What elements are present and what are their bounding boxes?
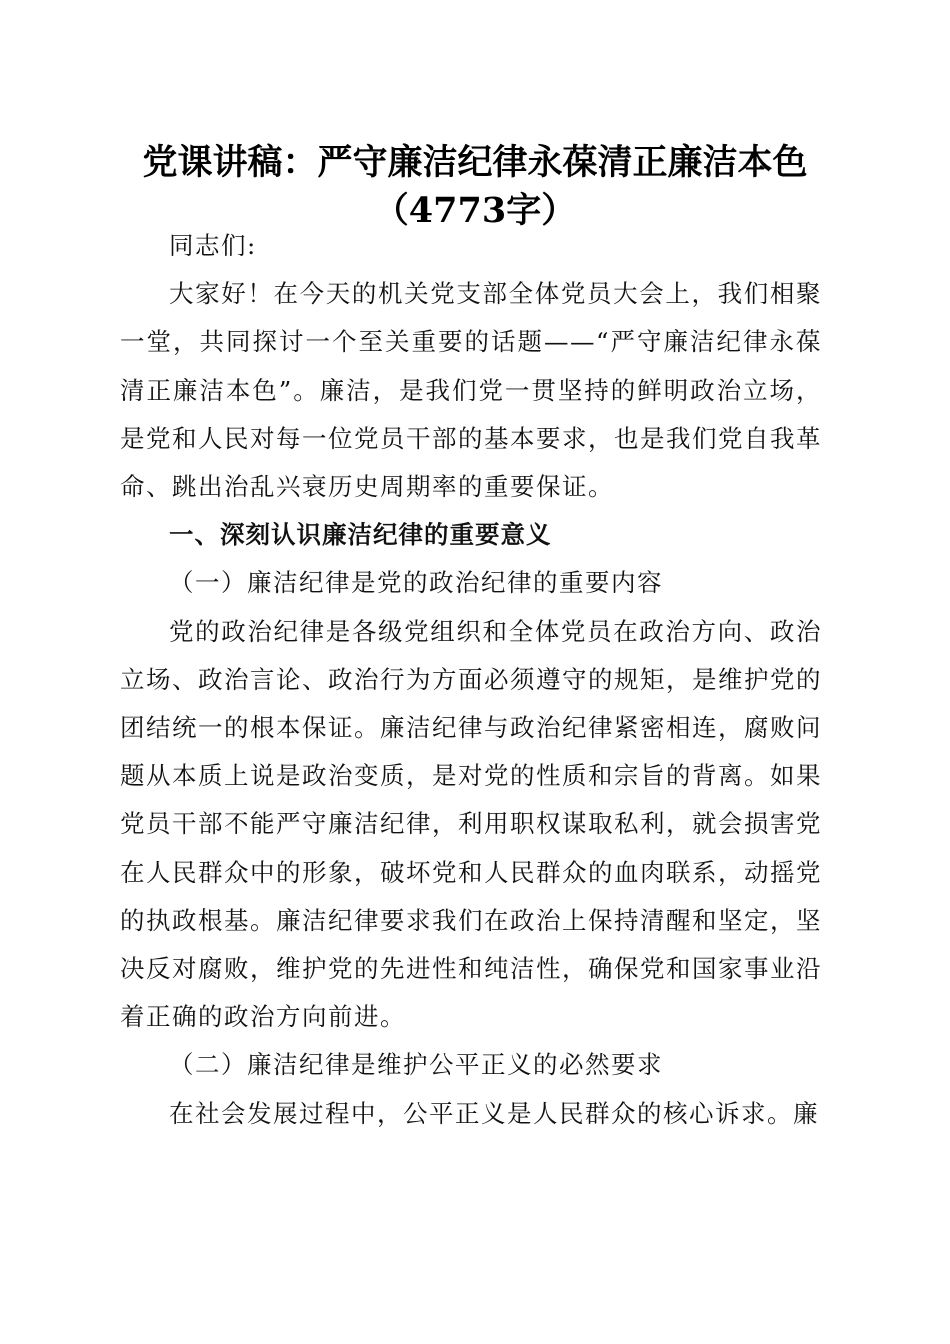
subsection-heading-1: （一）廉洁纪律是党的政治纪律的重要内容: [169, 568, 663, 598]
document-title-wordcount: （4773字）: [373, 190, 577, 231]
subsection-paragraph-2: 在社会发展过程中，公平正义是人民群众的核心诉求。廉: [169, 1098, 819, 1128]
document-body: [120, 222, 822, 1138]
intro-paragraph: 大家好！在今天的机关党支部全体党员大会上，我们相聚一堂，共同探讨一个至关重要的话题——“严守廉洁纪律永葆清正廉洁本色”。廉洁，是我们党一贯坚持的鲜明政治立场，是党和人民对每一位党员干部的基本要求，也是我们党自我革命、跳出治乱兴衰历史周期率的重要保证。: [120, 279, 822, 502]
document-title: 党课讲稿：严守廉洁纪律永葆清正廉洁本色: [142, 142, 808, 183]
salutation: 同志们:: [169, 231, 257, 260]
subsection-heading-2: （二）廉洁纪律是维护公平正义的必然要求: [169, 1050, 663, 1080]
section-heading-1: 一、深刻认识廉洁纪律的重要意义: [169, 520, 552, 550]
subsection-paragraph-1: 党的政治纪律是各级党组织和全体党员在政治方向、政治立场、政治言论、政治行为方面必须遵守的规矩，是维护党的团结统一的根本保证。廉洁纪律与政治纪律紧密相连，腐败问题从本质上说是政治变质，是对党的性质和宗旨的背离。如果党员干部不能严守廉洁纪律，利用职权谋取私利，就会损害党在人民群众中的形象，破坏党和人民群众的血肉联系，动摇党的执政根基。廉洁纪律要求我们在政治上保持清醒和坚定，坚决反对腐败，维护党的先进性和纯洁性，确保党和国家事业沿着正确的政治方向前进。: [120, 616, 822, 1032]
